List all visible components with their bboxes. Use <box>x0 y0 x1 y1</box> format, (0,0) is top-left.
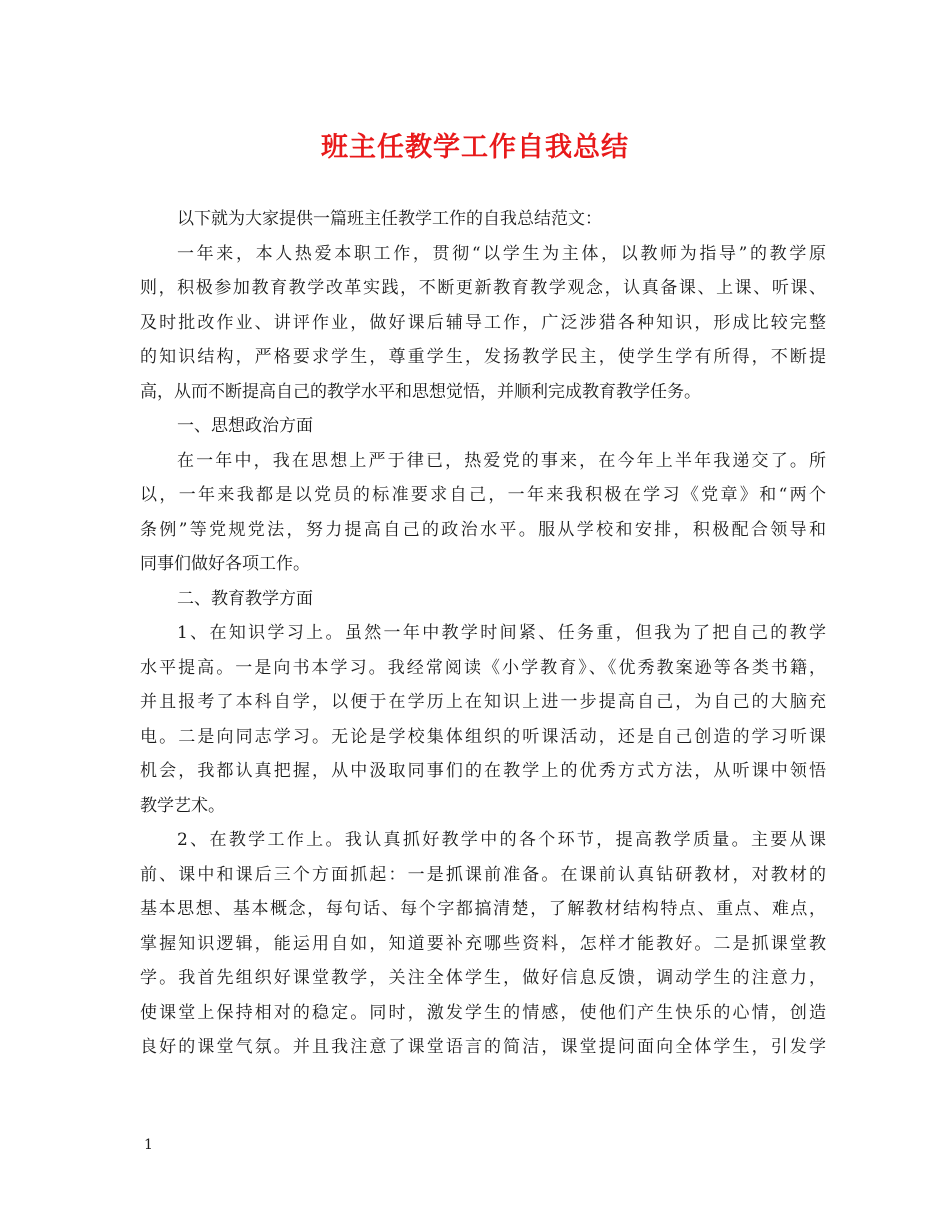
text-line: 前、课中和课后三个方面抓起：一是抓课前准备。在课前认真钻研教材，对教材的 <box>140 864 826 885</box>
text-line: 同事们做好各项工作。 <box>140 554 310 574</box>
text-line: 以下就为大家提供一篇班主任教学工作的自我总结范文： <box>177 209 602 229</box>
text-line: 使课堂上保持相对的稳定。同时，激发学生的情感，使他们产生快乐的心情，创造 <box>140 1002 826 1023</box>
page-number: 1 <box>144 1137 153 1153</box>
text-line: 高，从而不断提高自己的教学水平和思想觉悟，并顺利完成教育教学任务。 <box>140 381 701 402</box>
text-line: 及时批改作业、讲评作业，做好课后辅导工作，广泛涉猎各种知识，形成比较完整 <box>140 312 826 333</box>
text-line: 以，一年来我都是以党员的标准要求自己，一年来我积极在学习《党章》和“两个 <box>140 485 826 505</box>
text-line: 基本思想、基本概念，每句话、每个字都搞清楚，了解教材结构特点、重点、难点， <box>140 899 826 919</box>
text-line: 1、在知识学习上。虽然一年中教学时间紧、任务重，但我为了把自己的教学 <box>177 623 826 643</box>
text-line: 一年来，本人热爱本职工作，贯彻“以学生为主体，以教师为指导”的教学原 <box>177 243 826 264</box>
text-line: 的知识结构，严格要求学生，尊重学生，发扬教学民主，使学生学有所得，不断提 <box>140 347 826 367</box>
text-line: 水平提高。一是向书本学习。我经常阅读《小学教育》、《优秀教案逊等各类书籍， <box>140 657 826 678</box>
text-line: 则，积极参加教育教学改革实践，不断更新教育教学观念，认真备课、上课、听课、 <box>140 278 826 298</box>
section-heading: 一、思想政治方面 <box>177 416 313 436</box>
text-line: 良好的课堂气氛。并且我注意了课堂语言的简洁，课堂提问面向全体学生，引发学 <box>140 1037 826 1057</box>
text-line: 2、在教学工作上。我认真抓好教学中的各个环节，提高教学质量。主要从课 <box>177 830 826 850</box>
text-line: 在一年中，我在思想上严于律已，热爱党的事来，在今年上半年我递交了。所 <box>177 450 826 471</box>
text-line: 掌握知识逻辑，能运用自如，知道要补充哪些资料，怎样才能教好。二是抓课堂教 <box>140 933 826 954</box>
section-heading: 二、教育教学方面 <box>177 588 313 609</box>
text-line: 电。二是向同志学习。无论是学校集体组织的听课活动，还是自己创造的学习听课 <box>140 726 826 747</box>
document-body <box>140 202 826 1065</box>
document-title: 班主任教学工作自我总结 <box>321 132 629 163</box>
text-line: 并且报考了本科自学，以便于在学历上在知识上进一步提高自己，为自己的大脑充 <box>140 692 826 712</box>
text-line: 教学艺术。 <box>140 795 225 816</box>
text-line: 机会，我都认真把握，从中汲取同事们的在教学上的优秀方式方法，从听课中领悟 <box>140 761 826 781</box>
text-line: 条例”等党规党法，努力提高自己的政治水平。服从学校和安排，积极配合领导和 <box>140 519 826 540</box>
text-line: 学。我首先组织好课堂教学，关注全体学生，做好信息反馈，调动学生的注意力， <box>140 968 826 988</box>
